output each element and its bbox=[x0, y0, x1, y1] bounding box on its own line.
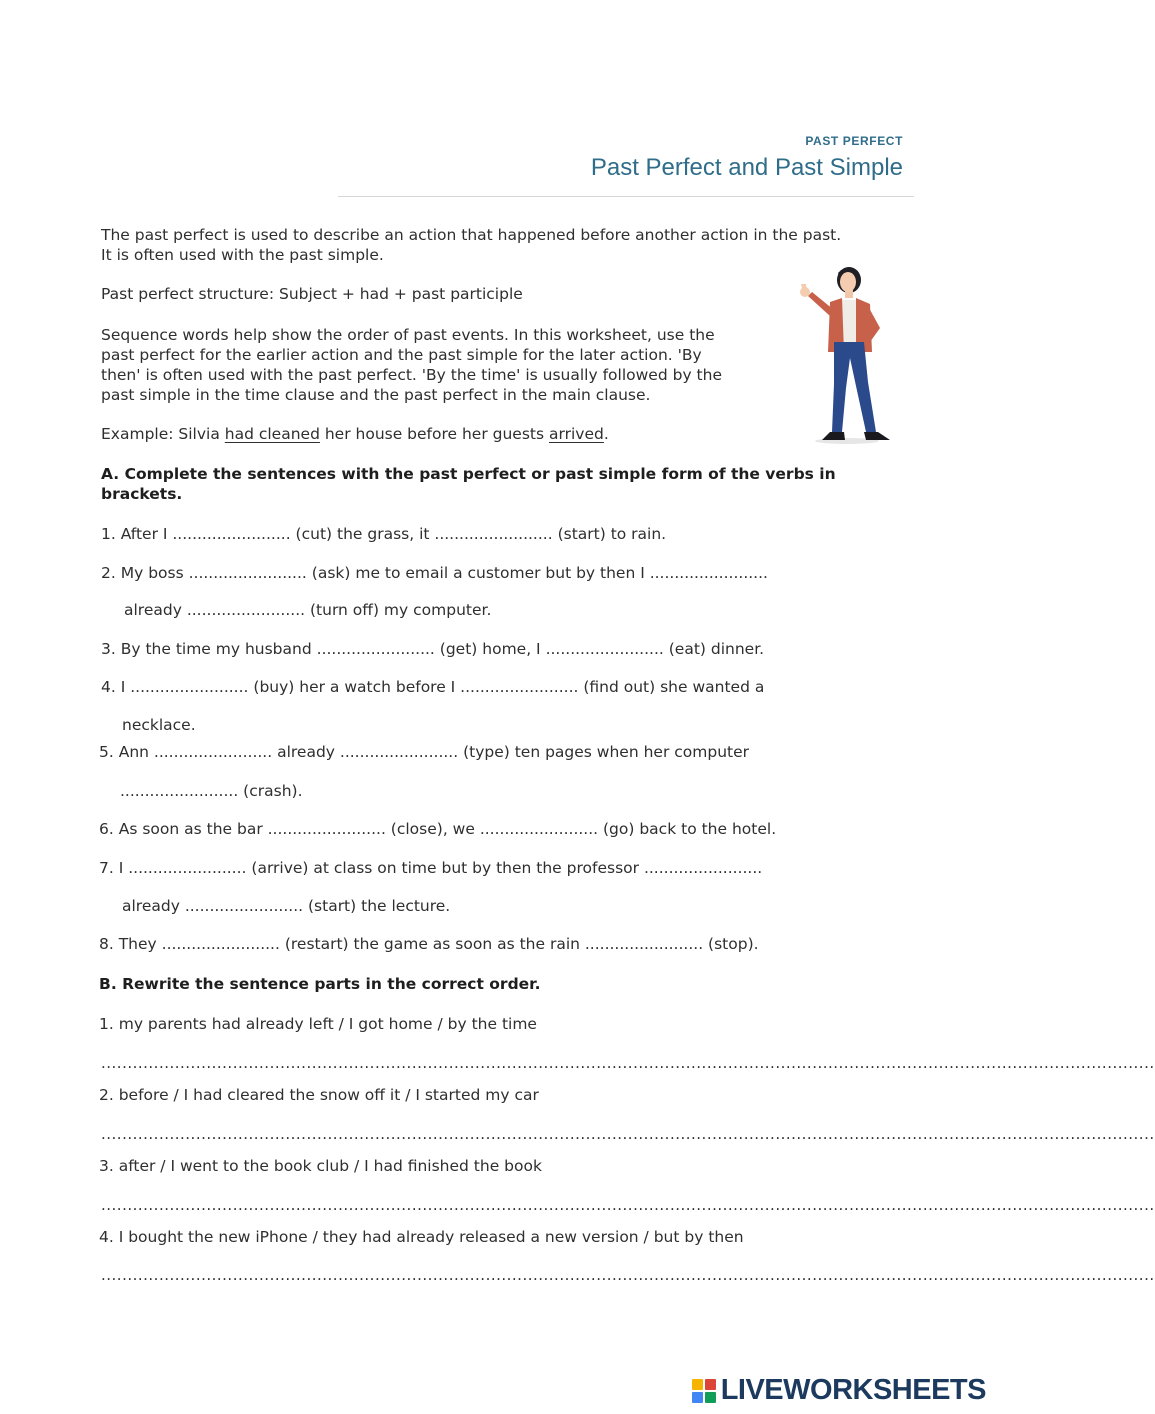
intro-line-2: It is often used with the past simple. bbox=[101, 246, 384, 264]
sequence-line-1: Sequence words help show the order of past events. In this worksheet, use the bbox=[101, 326, 715, 344]
sequence-line-3: then' is often used with the past perfect. 'By the time' is usually followed by the bbox=[101, 366, 722, 384]
q-text: (start) to rain. bbox=[552, 525, 667, 543]
answer-line-4[interactable]: ........................................................................................................................................................................................................ bbox=[101, 1266, 1155, 1284]
answer-line-1[interactable]: ........................................................................................................................................................................................................ bbox=[101, 1054, 1155, 1072]
question-5 bbox=[99, 742, 749, 762]
example-line bbox=[101, 424, 609, 444]
q-text: (go) back to the hotel. bbox=[598, 820, 777, 838]
q-text: (restart) the game as soon as the rain bbox=[279, 935, 585, 953]
q-text: already bbox=[122, 897, 185, 915]
question-2 bbox=[101, 563, 768, 583]
answer-blank[interactable]: ........................ bbox=[153, 743, 273, 761]
answer-blank[interactable]: ........................ bbox=[128, 859, 247, 877]
section-a-heading-cont: brackets. bbox=[101, 485, 183, 503]
rewrite-item-2: 2. before / I had cleared the snow off it / I started my car bbox=[99, 1086, 539, 1104]
section-a-heading: A. Complete the sentences with the past perfect or past simple form of the verbs in bbox=[101, 465, 836, 483]
rewrite-item-1: 1. my parents had already left / I got home / by the time bbox=[99, 1015, 537, 1033]
q-text: (buy) her a watch before I bbox=[248, 678, 461, 696]
question-2-cont bbox=[124, 600, 491, 620]
answer-blank[interactable]: ........................ bbox=[434, 525, 553, 543]
q-text: 7. I bbox=[99, 859, 129, 877]
answer-blank[interactable]: ........................ bbox=[186, 601, 306, 619]
page-title: Past Perfect and Past Simple bbox=[590, 154, 903, 181]
section-b-heading: B. Rewrite the sentence parts in the correct order. bbox=[99, 975, 541, 993]
q-text: 5. Ann bbox=[99, 743, 154, 761]
answer-blank[interactable]: ........................ bbox=[584, 935, 704, 953]
q-text: (ask) me to email a customer but by then I bbox=[306, 564, 650, 582]
q-text: 2. My boss bbox=[101, 564, 189, 582]
answer-blank[interactable]: ........................ bbox=[172, 525, 291, 543]
answer-blank[interactable]: ........................ bbox=[316, 640, 435, 658]
structure-line: Past perfect structure: Subject + had + past participle bbox=[101, 285, 523, 303]
q-text: 1. After I bbox=[101, 525, 173, 543]
q-text: (arrive) at class on time but by then the professor bbox=[246, 859, 644, 877]
sequence-line-4: past simple in the time clause and the past perfect in the main clause. bbox=[101, 386, 651, 404]
answer-blank[interactable]: ........................ bbox=[643, 859, 763, 877]
q-text: 4. I bbox=[101, 678, 131, 696]
q-text: (start) the lecture. bbox=[303, 897, 451, 915]
question-1 bbox=[101, 524, 666, 544]
rewrite-item-4: 4. I bought the new iPhone / they had already released a new version / but by then bbox=[99, 1228, 744, 1246]
example-text: Example: Silvia bbox=[101, 425, 225, 443]
answer-blank[interactable]: ........................ bbox=[120, 782, 239, 800]
example-text: her house before her guests bbox=[319, 425, 550, 443]
answer-blank[interactable]: ........................ bbox=[339, 743, 459, 761]
answer-line-3[interactable]: ........................................................................................................................................................................................................ bbox=[101, 1196, 1155, 1214]
q-text: already bbox=[124, 601, 187, 619]
woman-illustration bbox=[790, 262, 900, 446]
q-text: (close), we bbox=[385, 820, 480, 838]
intro-line-1: The past perfect is used to describe an action that happened before another action in the past. bbox=[101, 226, 842, 244]
question-3 bbox=[101, 639, 764, 659]
example-underline-1: had cleaned bbox=[224, 425, 320, 443]
sequence-line-2: past perfect for the earlier action and the past simple for the later action. 'By bbox=[101, 346, 702, 364]
liveworksheets-logo-icon bbox=[692, 1379, 716, 1403]
q-text: 6. As soon as the bar bbox=[99, 820, 268, 838]
example-underline-2: arrived bbox=[549, 425, 604, 443]
question-8 bbox=[99, 934, 759, 954]
q-text: (type) ten pages when her computer bbox=[458, 743, 750, 761]
answer-blank[interactable]: ........................ bbox=[649, 564, 768, 582]
rewrite-item-3: 3. after / I went to the book club / I had finished the book bbox=[99, 1157, 542, 1175]
q-text: 3. By the time my husband bbox=[101, 640, 317, 658]
answer-blank[interactable]: ........................ bbox=[460, 678, 579, 696]
answer-blank[interactable]: ........................ bbox=[161, 935, 280, 953]
brand-wordmark[interactable]: LIVEWORKSHEETS bbox=[720, 1374, 986, 1406]
answer-blank[interactable]: ........................ bbox=[188, 564, 307, 582]
answer-blank[interactable]: ........................ bbox=[545, 640, 664, 658]
q-text: (turn off) my computer. bbox=[305, 601, 492, 619]
q-text: already bbox=[272, 743, 340, 761]
section-kicker: PAST PERFECT bbox=[805, 134, 903, 148]
question-4 bbox=[101, 677, 764, 697]
answer-blank[interactable]: ........................ bbox=[267, 820, 386, 838]
header-divider bbox=[338, 196, 914, 197]
question-4-cont: necklace. bbox=[122, 716, 196, 734]
answer-blank[interactable]: ........................ bbox=[130, 678, 249, 696]
answer-blank[interactable]: ........................ bbox=[479, 820, 599, 838]
answer-line-2[interactable]: ........................................................................................................................................................................................................ bbox=[101, 1125, 1155, 1143]
q-text: (eat) dinner. bbox=[663, 640, 765, 658]
example-text: . bbox=[603, 425, 609, 443]
answer-blank[interactable]: ........................ bbox=[184, 897, 304, 915]
question-6 bbox=[99, 819, 776, 839]
question-5-cont bbox=[120, 781, 303, 801]
q-text: (cut) the grass, it bbox=[290, 525, 435, 543]
q-text: (crash). bbox=[238, 782, 303, 800]
question-7 bbox=[99, 858, 762, 878]
q-text: (get) home, I bbox=[434, 640, 546, 658]
q-text: 8. They bbox=[99, 935, 162, 953]
question-7-cont bbox=[122, 896, 450, 916]
q-text: (find out) she wanted a bbox=[578, 678, 765, 696]
q-text: (stop). bbox=[703, 935, 759, 953]
